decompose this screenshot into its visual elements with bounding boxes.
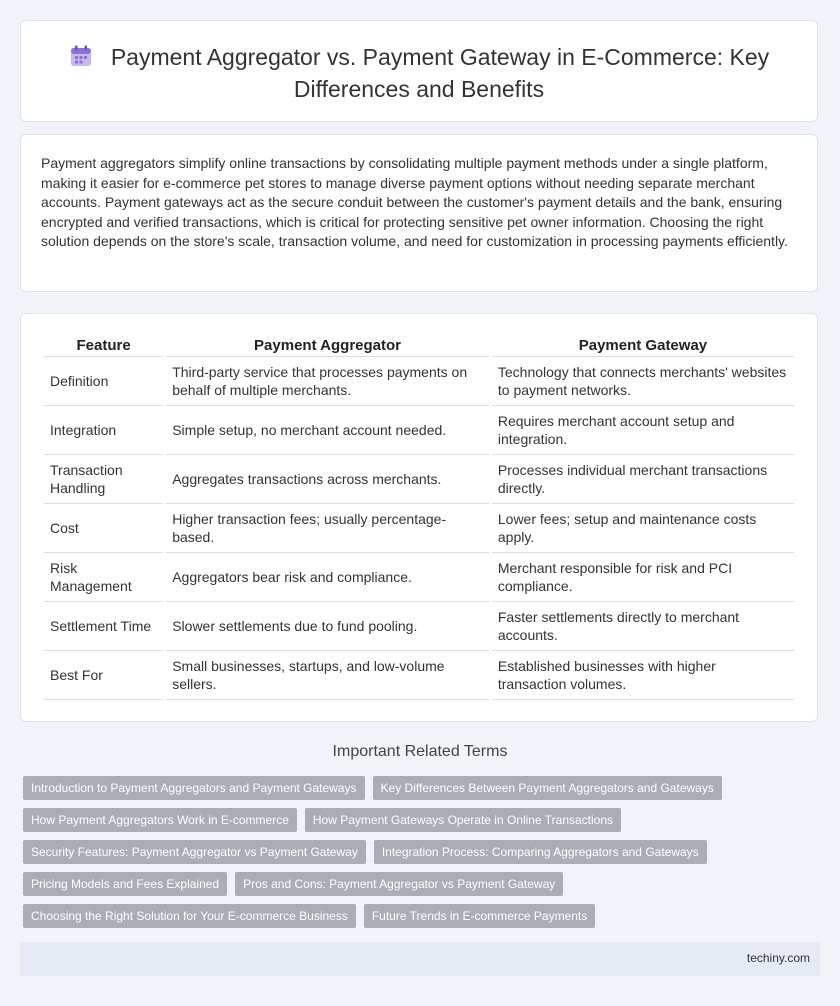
aggregator-cell: Small businesses, startups, and low-volume sellers. xyxy=(166,651,489,700)
footer xyxy=(20,942,820,976)
related-terms-list xyxy=(23,776,813,928)
aggregator-cell: Aggregators bear risk and compliance. xyxy=(166,553,489,602)
table-row xyxy=(44,651,794,700)
related-term-link[interactable]: How Payment Aggregators Work in E-commerce xyxy=(23,808,297,832)
gateway-cell: Merchant responsible for risk and PCI compliance. xyxy=(492,553,794,602)
table-row xyxy=(44,406,794,455)
table-header-row xyxy=(44,337,794,357)
feature-cell: Risk Management xyxy=(44,553,163,602)
gateway-cell: Processes individual merchant transactions directly. xyxy=(492,455,794,504)
feature-cell: Transaction Handling xyxy=(44,455,163,504)
related-term-link[interactable]: How Payment Gateways Operate in Online Transactions xyxy=(305,808,621,832)
page-title-text: Payment Aggregator vs. Payment Gateway in E-Commerce: Key Differences and Benefits xyxy=(110,44,770,102)
footer-site-link[interactable]: techiny.com xyxy=(746,951,810,965)
feature-cell: Definition xyxy=(44,357,163,406)
intro-card xyxy=(20,134,818,292)
header-feature: Feature xyxy=(44,337,163,357)
related-term-link[interactable]: Future Trends in E-commerce Payments xyxy=(364,904,595,928)
table-row xyxy=(44,455,794,504)
gateway-cell: Lower fees; setup and maintenance costs apply. xyxy=(492,504,794,553)
gateway-cell: Established businesses with higher transaction volumes. xyxy=(492,651,794,700)
related-term-link[interactable]: Choosing the Right Solution for Your E-commerce Business xyxy=(23,904,356,928)
related-terms-heading: Important Related Terms xyxy=(332,743,508,760)
comparison-card xyxy=(20,313,818,722)
gateway-cell: Technology that connects merchants' websites to payment networks. xyxy=(492,357,794,406)
aggregator-cell: Higher transaction fees; usually percentage-based. xyxy=(166,504,489,553)
related-term-link[interactable]: Security Features: Payment Aggregator vs Payment Gateway xyxy=(23,840,366,864)
comparison-table xyxy=(41,337,797,700)
feature-cell: Best For xyxy=(44,651,163,700)
header-gateway: Payment Gateway xyxy=(492,337,794,357)
feature-cell: Settlement Time xyxy=(44,602,163,651)
title-card xyxy=(20,20,818,122)
related-term-link[interactable]: Pricing Models and Fees Explained xyxy=(23,872,227,896)
aggregator-cell: Simple setup, no merchant account needed. xyxy=(166,406,489,455)
related-term-link[interactable]: Introduction to Payment Aggregators and Payment Gateways xyxy=(23,776,365,800)
table-row xyxy=(44,602,794,651)
feature-cell: Integration xyxy=(44,406,163,455)
header-aggregator: Payment Aggregator xyxy=(166,337,489,357)
aggregator-cell: Slower settlements due to fund pooling. xyxy=(166,602,489,651)
related-term-link[interactable]: Pros and Cons: Payment Aggregator vs Payment Gateway xyxy=(235,872,563,896)
feature-cell: Cost xyxy=(44,504,163,553)
calendar-icon xyxy=(69,44,93,75)
intro-paragraph: Payment aggregators simplify online transactions by consolidating multiple payment methods under a single platform, making it easier for e-commerce pet stores to manage diverse payment options without needing separate merchant accounts. Payment gateways act as the secure conduit between the customer's payment details and the bank, ensuring encrypted and verified transactions, which is critical for protecting sensitive pet owner information. Choosing the right solution depends on the store's scale, transaction volume, and need for customization in processing payments efficiently. xyxy=(41,155,788,249)
table-row xyxy=(44,357,794,406)
table-row xyxy=(44,553,794,602)
related-term-link[interactable]: Integration Process: Comparing Aggregators and Gateways xyxy=(374,840,707,864)
gateway-cell: Requires merchant account setup and integration. xyxy=(492,406,794,455)
aggregator-cell: Aggregates transactions across merchants. xyxy=(166,455,489,504)
related-term-link[interactable]: Key Differences Between Payment Aggregators and Gateways xyxy=(373,776,722,800)
gateway-cell: Faster settlements directly to merchant accounts. xyxy=(492,602,794,651)
table-row xyxy=(44,504,794,553)
page-title xyxy=(61,43,777,104)
aggregator-cell: Third-party service that processes payments on behalf of multiple merchants. xyxy=(166,357,489,406)
